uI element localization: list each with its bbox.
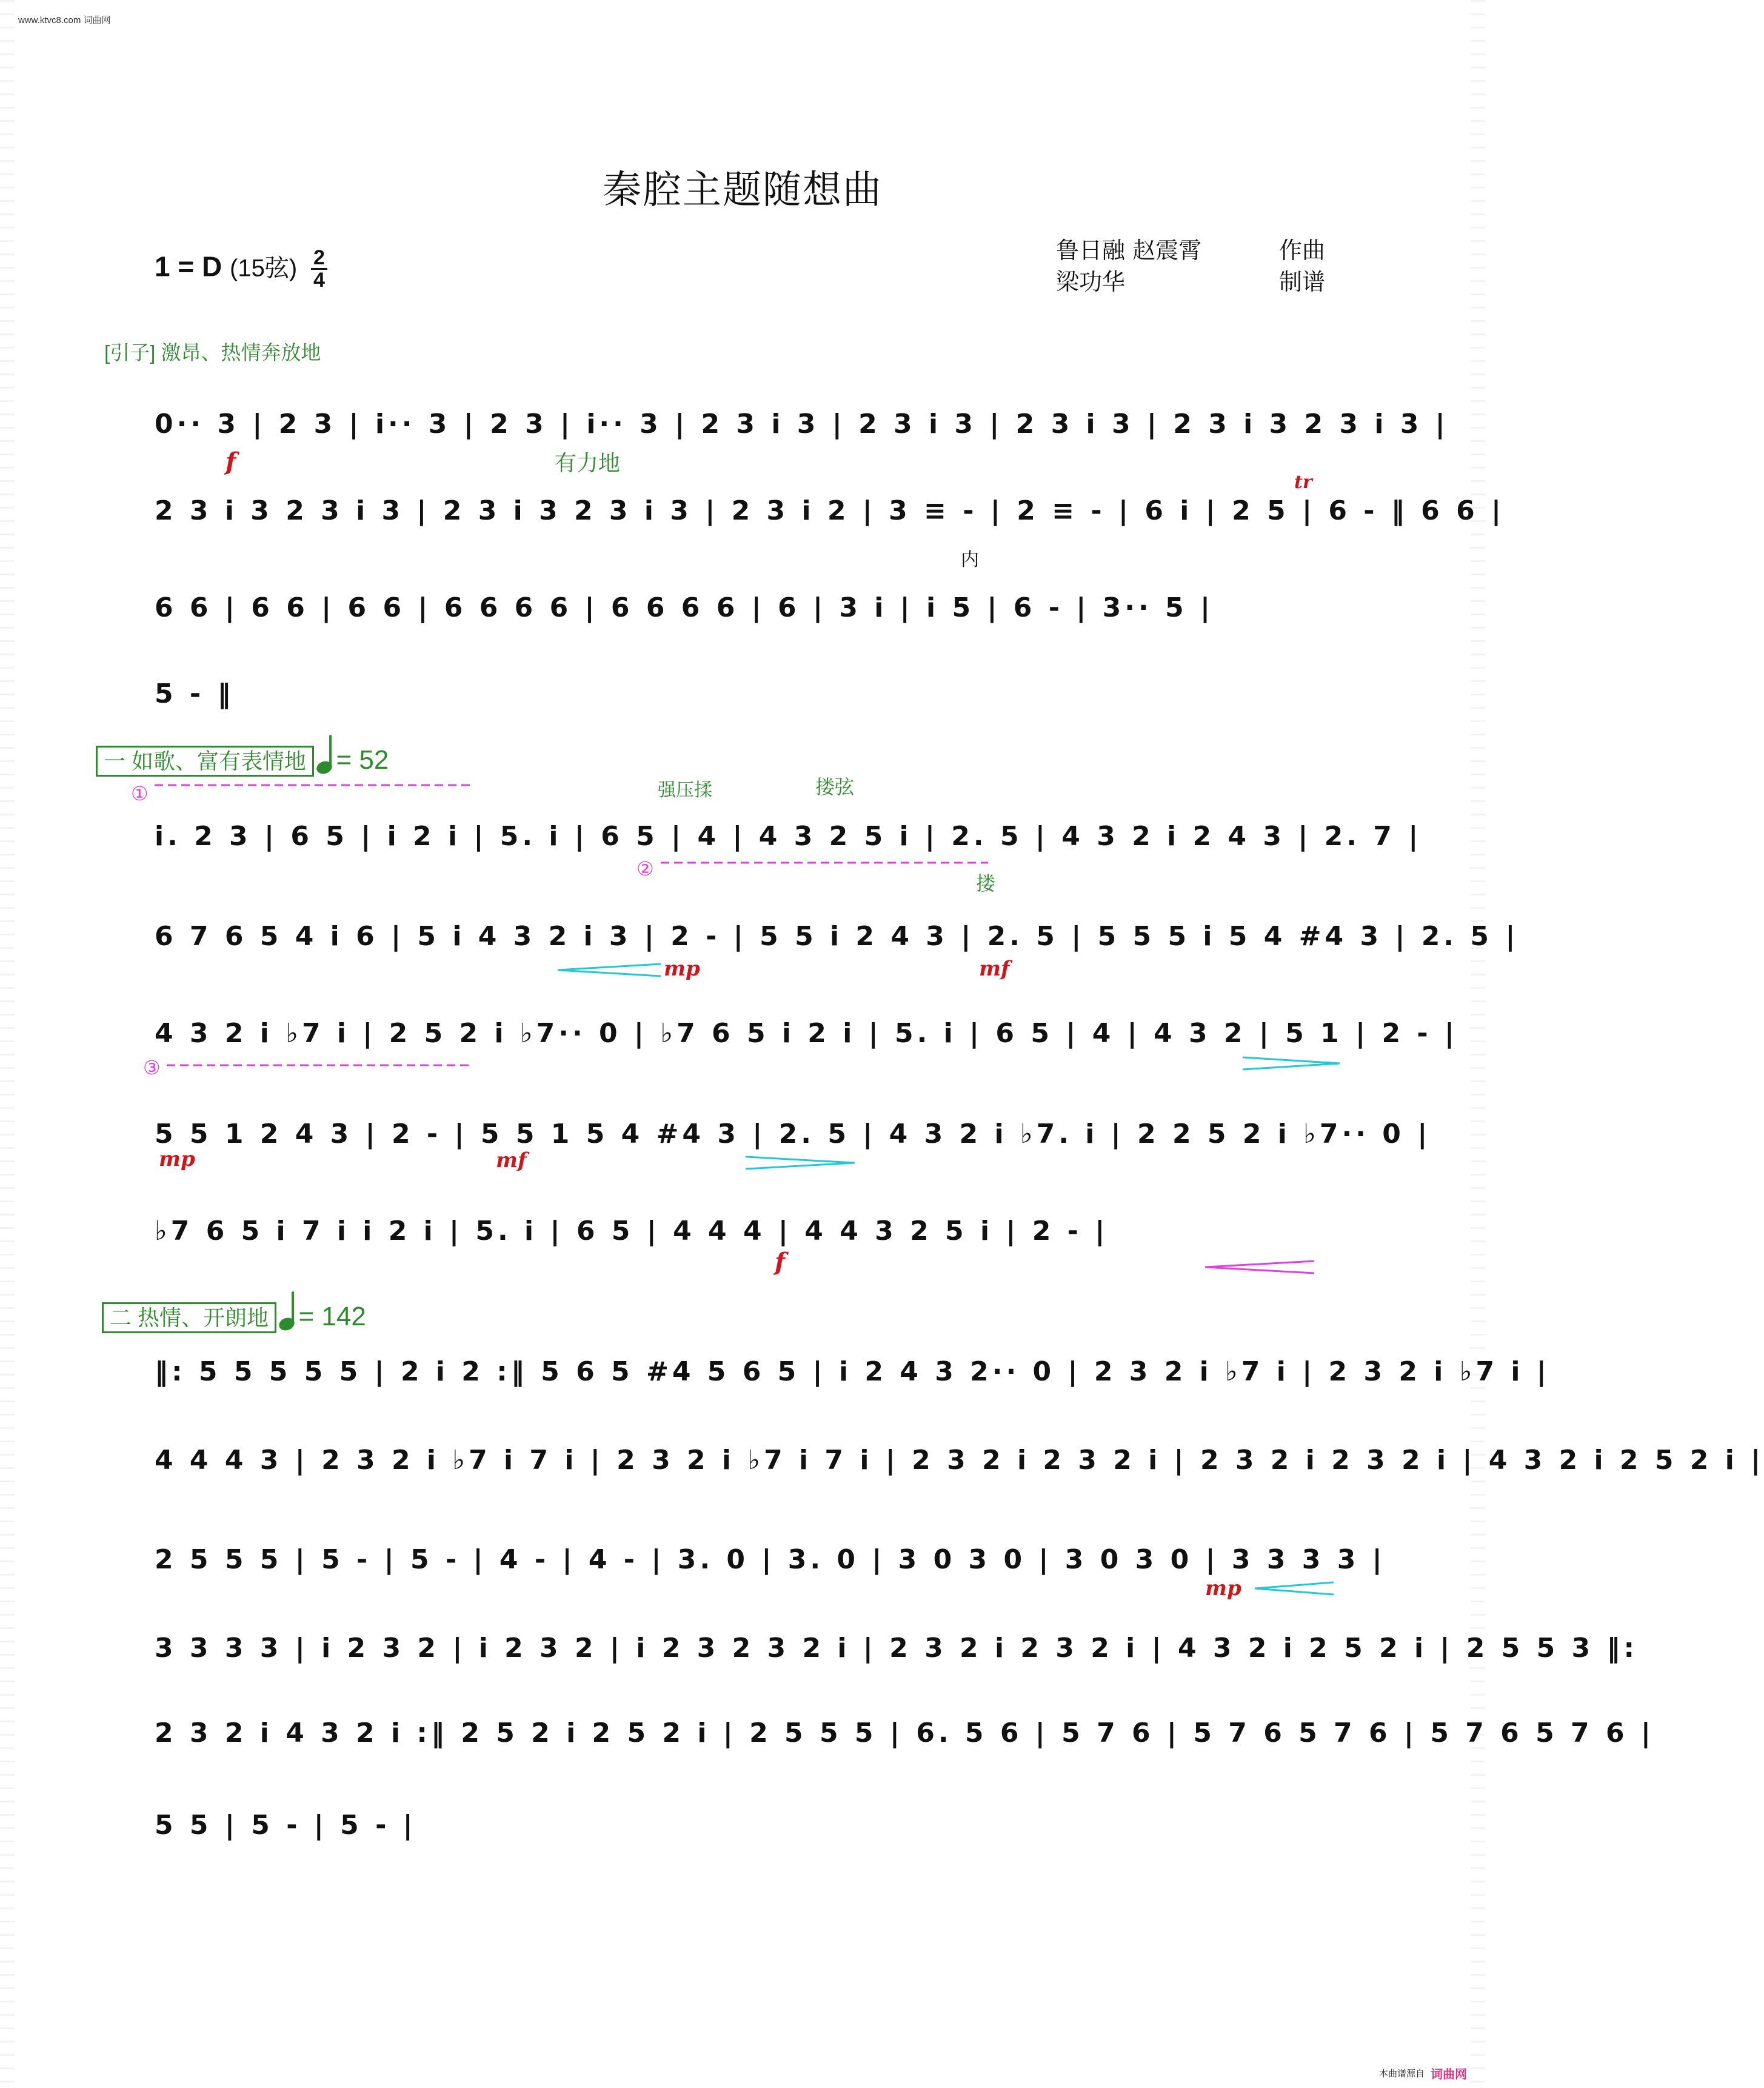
phrase-dashed-line-3 (167, 1063, 470, 1067)
tempo-value: = 52 (336, 745, 389, 775)
dynamic-mf: mf (979, 957, 1010, 981)
dynamic-f: f (775, 1248, 786, 1276)
key-note: (15弦) (230, 255, 298, 282)
score-title: 秦腔主题随想曲 (603, 168, 883, 212)
decrescendo-hairpin (746, 1156, 855, 1170)
crescendo-hairpin (1255, 1581, 1334, 1596)
dynamic-mp: mp (159, 1147, 195, 1171)
section-one-tempo (316, 745, 389, 775)
section-one-label: 一 如歌、富有表情地 (96, 746, 314, 777)
key-prefix: 1 = D (155, 250, 222, 283)
section-two-label: 二 热情、开朗地 (102, 1302, 276, 1333)
staff-notes: 4 3 2 i ♭7 i | 2 5 2 i ♭7·· 0 | ♭7 6 5 i 2 i | 5. i | 6 5 | 4 | 4 3 2 | 5 1 | 2 - | (155, 1018, 1458, 1049)
staff-line-11 (155, 1439, 1764, 1482)
section-two-tempo (279, 1302, 366, 1331)
staff-line-12 (155, 1539, 1386, 1581)
tempo-value: = 142 (298, 1302, 366, 1331)
staff-notes: ♭7 6 5 i 7 i i 2 i | 5. i | 6 5 | 4 4 4 | 4 4 3 2 5 i | 2 - | (155, 1216, 1109, 1246)
section-two-header (102, 1301, 366, 1332)
phrase-marker-1: ① (131, 783, 149, 805)
staff-line-5 (155, 815, 1422, 858)
meter-top: 2 (311, 247, 327, 270)
dynamic-mp: mp (1205, 1576, 1241, 1601)
quarter-note-icon (315, 759, 334, 776)
decrescendo-hairpin (1243, 1056, 1340, 1071)
section-one-header (96, 745, 389, 775)
staff-line-14 (155, 1712, 1654, 1755)
dynamic-f: f (226, 447, 236, 476)
trill-mark: tr (1294, 472, 1312, 493)
staff-notes: i. 2 3 | 6 5 | i 2 i | 5. i | 6 5 | 4 | 4 3 2 5 i | 2. 5 | 4 3 2 i 2 4 3 | 2. 7 | (155, 821, 1422, 852)
staff-notes: 2 3 2 i 4 3 2 i :‖ 2 5 2 i 2 5 2 i | 2 5 5 5 | 6. 5 6 | 5 7 6 | 5 7 6 5 7 6 | 5 7 6 5 7 6 | (155, 1718, 1654, 1748)
staff-line-6 (155, 915, 1519, 958)
source-label: 本曲谱源自 (1378, 2069, 1425, 2079)
staff-line-4 (155, 673, 1337, 715)
arranger-role: 制谱 (1279, 269, 1326, 295)
phrase-marker-2: ② (636, 858, 654, 880)
time-signature (311, 247, 327, 290)
staff-notes: 6 7 6 5 4 i 6 | 5 i 4 3 2 i 3 | 2 - | 5 5 i 2 4 3 | 2. 5 | 5 5 5 i 5 4 #4 3 | 2. 5 | (155, 921, 1519, 952)
staff-notes: 5 - ‖ (155, 678, 235, 709)
site-watermark: www.ktvc8.com 词曲网 (18, 15, 111, 25)
arranger: 梁功华 (1056, 269, 1126, 295)
site-logo: 词曲网 (1431, 2068, 1467, 2081)
staff-notes: 0·· 3 | 2 3 | i·· 3 | 2 3 | i·· 3 | 2 3 i 3 | 2 3 i 3 | 2 3 i 3 | 2 3 i 3 2 3 i 3 | (155, 409, 1449, 440)
annotation-qiangya: 强压揉 (658, 780, 712, 800)
annotation-louxian: 搂弦 (815, 776, 855, 798)
phrase-marker-3: ③ (143, 1057, 161, 1079)
staff-notes: ‖: 5 5 5 5 5 | 2 i 2 :‖ 5 6 5 #4 5 6 5 | i 2 4 3 2·· 0 | 2 3 2 i ♭7 i | 2 3 2 i ♭7 i | (155, 1356, 1550, 1387)
staff-line-3 (155, 587, 1337, 629)
crescendo-hairpin (558, 963, 661, 977)
staff-notes: 3 3 3 3 | i 2 3 2 | i 2 3 2 | i 2 3 2 3 2 i | 2 3 2 i 2 3 2 i | 4 3 2 i 2 5 2 i | 2 5 5 3 ‖: (155, 1633, 1639, 1664)
key-signature (155, 247, 327, 290)
staff-notes: 4 4 4 3 | 2 3 2 i ♭7 i 7 i | 2 3 2 i ♭7 i 7 i | 2 3 2 i 2 3 2 i | 2 3 2 i 2 3 2 i | 4 3 2 i 2 5 2 i | (155, 1445, 1764, 1476)
staff-line-7 (155, 1012, 1458, 1055)
staff-line-8 (155, 1113, 1431, 1156)
staff-line-9 (155, 1210, 1337, 1253)
annotation-lou: 搂 (976, 872, 996, 894)
staff-line-13 (155, 1627, 1639, 1670)
crescendo-hairpin (1205, 1260, 1314, 1274)
annotation-nei: 内 (961, 550, 979, 570)
dynamic-mf: mf (496, 1148, 527, 1173)
section-intro-label: [引子] 激昂、热情奔放地 (104, 341, 321, 364)
phrase-dashed-line-2 (661, 861, 988, 865)
staff-line-2 (155, 490, 1505, 532)
staff-notes: 6 6 | 6 6 | 6 6 | 6 6 6 6 | 6 6 6 6 | 6 | 3 i | i 5 | 6 - | 3·· 5 | (155, 592, 1214, 623)
phrase-dashed-line-1 (155, 783, 470, 787)
staff-notes: 2 3 i 3 2 3 i 3 | 2 3 i 3 2 3 i 3 | 2 3 i 2 | 3 ≡ - | 2 ≡ - | 6 i | 2 5 | 6 - ‖ 6 6 | (155, 495, 1505, 526)
staff-line-10 (155, 1351, 1550, 1393)
right-page-border (1471, 0, 1485, 2088)
composer-role: 作曲 (1279, 237, 1326, 264)
staff-notes: 5 5 1 2 4 3 | 2 - | 5 5 1 5 4 #4 3 | 2. 5 | 4 3 2 i ♭7. i | 2 2 5 2 i ♭7·· 0 | (155, 1119, 1431, 1149)
staff-notes: 5 5 | 5 - | 5 - | (155, 1810, 416, 1841)
staff-line-15 (155, 1804, 1337, 1847)
staff-line-1 (155, 403, 1449, 446)
left-page-border (0, 0, 15, 2088)
staff-notes: 2 5 5 5 | 5 - | 5 - | 4 - | 4 - | 3. 0 | 3. 0 | 3 0 3 0 | 3 0 3 0 | 3 3 3 3 | (155, 1544, 1386, 1575)
annotation-youli: 有力地 (555, 450, 621, 475)
quarter-note-icon (278, 1316, 296, 1333)
composers: 鲁日融 赵震霄 (1056, 237, 1202, 264)
dynamic-mp: mp (664, 957, 700, 981)
meter-bottom: 4 (313, 269, 325, 292)
